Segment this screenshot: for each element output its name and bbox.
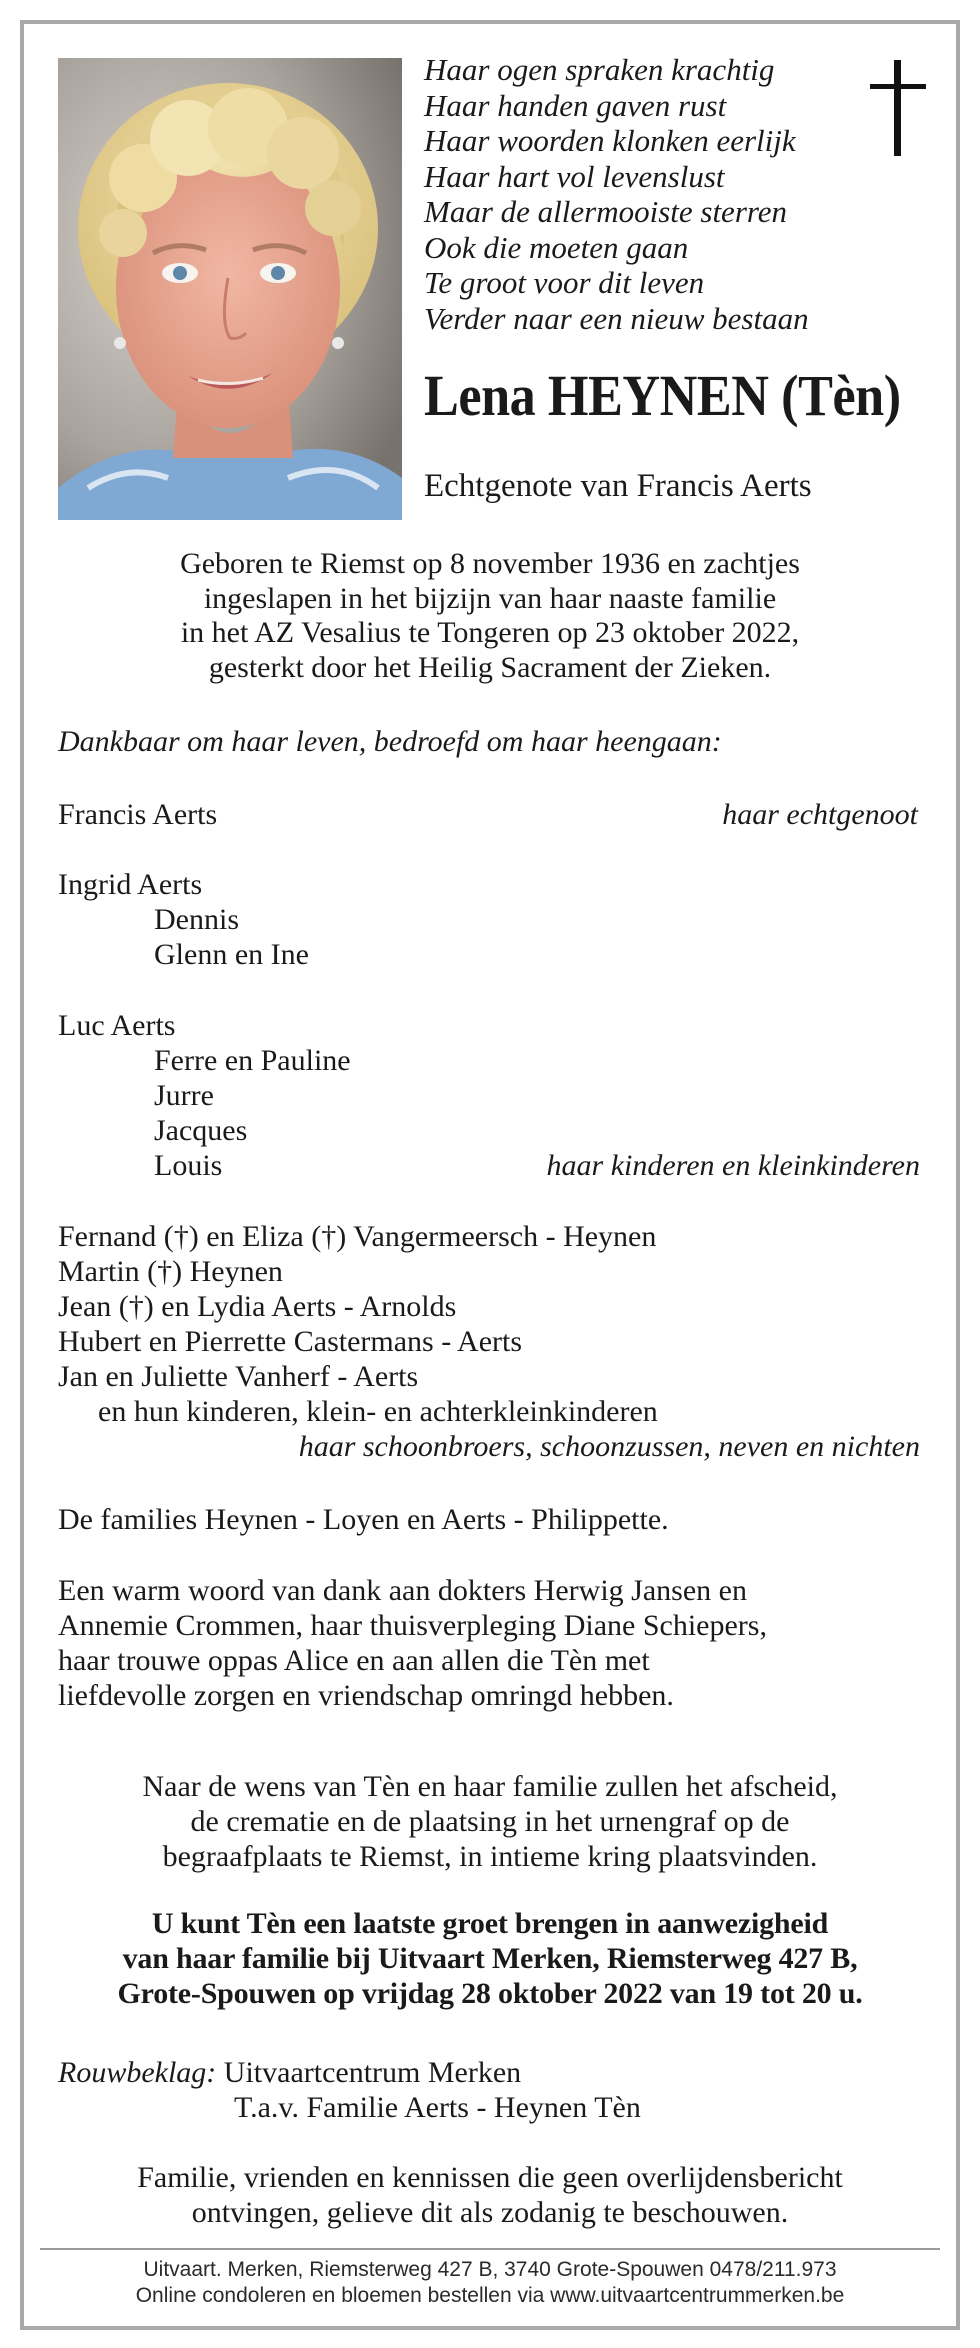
birth-line: ingeslapen in het bijzijn van haar naaste familie bbox=[203, 581, 777, 615]
closing-line: ontvingen, gelieve dit als zodanig te beschouwen. bbox=[191, 2196, 789, 2229]
visit-text bbox=[40, 1906, 940, 2011]
grandchild-name: Ferre en Pauline bbox=[154, 1044, 351, 1077]
thanks-line: Een warm woord van dank aan dokters Herwig Jansen en bbox=[58, 1574, 747, 1607]
closing-line: Familie, vrienden en kennissen die geen overlijdensbericht bbox=[137, 2161, 843, 2194]
birth-line: Geboren te Riemst op 8 november 1936 en zachtjes bbox=[180, 547, 800, 580]
poem-line: Haar handen gaven rust bbox=[424, 87, 727, 123]
child-name: Luc Aerts bbox=[58, 1009, 176, 1042]
closing-text bbox=[40, 2160, 940, 2230]
condolence-recipient: Uitvaartcentrum Merken bbox=[223, 2056, 522, 2089]
farewell-line: Naar de wens van Tèn en haar familie zullen het afscheid, bbox=[142, 1770, 838, 1803]
poem-line: Haar hart vol levenslust bbox=[424, 158, 725, 194]
visit-line: Grote-Spouwen op vrijdag 28 oktober 2022 van 19 tot 20 u. bbox=[117, 1977, 863, 2010]
child-name: Ingrid Aerts bbox=[58, 868, 203, 901]
intro-line: Dankbaar om haar leven, bedroefd om haar heengaan: bbox=[58, 725, 722, 758]
thanks-line: haar trouwe oppas Alice en aan allen die Tèn met bbox=[58, 1644, 650, 1677]
condolence-line-1 bbox=[58, 2055, 521, 2090]
visit-line: U kunt Tèn een laatste groet brengen in aanwezigheid bbox=[151, 1907, 829, 1940]
condolence-line-2: T.a.v. Familie Aerts - Heynen Tèn bbox=[234, 2091, 641, 2124]
footer-contact: Uitvaart. Merken, Riemsterweg 427 B, 3740 Grote-Spouwen 0478/211.973 bbox=[143, 2258, 837, 2281]
thanks-line: liefdevolle zorgen en vriendschap omringd hebben. bbox=[58, 1679, 674, 1712]
grandchild-name: Glenn en Ine bbox=[154, 938, 309, 971]
in-law-line: Fernand (†) en Eliza (†) Vangermeersch - Heynen bbox=[58, 1220, 657, 1253]
grandchild-name: Louis bbox=[154, 1149, 223, 1182]
cross-icon bbox=[868, 58, 928, 158]
portrait-illustration bbox=[58, 58, 402, 520]
spouse-line: Echtgenote van Francis Aerts bbox=[424, 468, 812, 504]
poem-line: Maar de allermooiste sterren bbox=[424, 194, 788, 229]
farewell-line: de crematie en de plaatsing in het urnengraf op de bbox=[190, 1805, 790, 1838]
poem-line: Ook die moeten gaan bbox=[424, 229, 689, 265]
footer-divider bbox=[40, 2248, 940, 2250]
spouse-role: haar echtgenoot bbox=[722, 798, 918, 831]
visit-line: van haar familie bij Uitvaart Merken, Riemsterweg 427 B, bbox=[122, 1942, 858, 1975]
in-law-sub: en hun kinderen, klein- en achterkleinkinderen bbox=[98, 1395, 658, 1428]
portrait-photo bbox=[58, 58, 402, 520]
children-role: haar kinderen en kleinkinderen bbox=[546, 1149, 920, 1182]
spouse-name: Francis Aerts bbox=[58, 798, 218, 831]
birth-text bbox=[60, 547, 920, 685]
poem-line: Verder naar een nieuw bestaan bbox=[424, 300, 809, 336]
in-law-line: Hubert en Pierrette Castermans - Aerts bbox=[58, 1325, 523, 1358]
grandchild-name: Jurre bbox=[154, 1079, 214, 1112]
poem-line: Haar woorden klonken eerlijk bbox=[424, 123, 796, 158]
thanks-text bbox=[58, 1573, 767, 1713]
grandchild-name: Jacques bbox=[154, 1114, 248, 1147]
birth-line: gesterkt door het Heilig Sacrament der Zieken. bbox=[208, 650, 772, 684]
grandchild-name: Dennis bbox=[154, 903, 239, 936]
in-law-line: Jean (†) en Lydia Aerts - Arnolds bbox=[58, 1290, 457, 1323]
birth-line: in het AZ Vesalius te Tongeren op 23 oktober 2022, bbox=[180, 616, 800, 649]
farewell-text bbox=[40, 1769, 940, 1874]
in-laws-role: haar schoonbroers, schoonzussen, neven en nichten bbox=[298, 1430, 920, 1463]
thanks-line: Annemie Crommen, haar thuisverpleging Diane Schiepers, bbox=[58, 1609, 767, 1642]
footer-online: Online condoleren en bloemen bestellen via www.uitvaartcentrummerken.be bbox=[135, 2284, 845, 2307]
poem bbox=[424, 52, 844, 336]
condolence-label: Rouwbeklag: bbox=[58, 2056, 217, 2089]
in-law-line: Martin (†) Heynen bbox=[58, 1255, 283, 1288]
in-law-line: Jan en Juliette Vanherf - Aerts bbox=[58, 1360, 419, 1393]
deceased-name: Lena HEYNEN (Tèn) bbox=[424, 363, 901, 428]
farewell-line: begraafplaats te Riemst, in intieme kring plaatsvinden. bbox=[162, 1840, 818, 1873]
families-line: De families Heynen - Loyen en Aerts - Philippette. bbox=[58, 1503, 669, 1536]
poem-line: Haar ogen spraken krachtig bbox=[424, 52, 775, 87]
poem-line: Te groot voor dit leven bbox=[424, 265, 705, 300]
